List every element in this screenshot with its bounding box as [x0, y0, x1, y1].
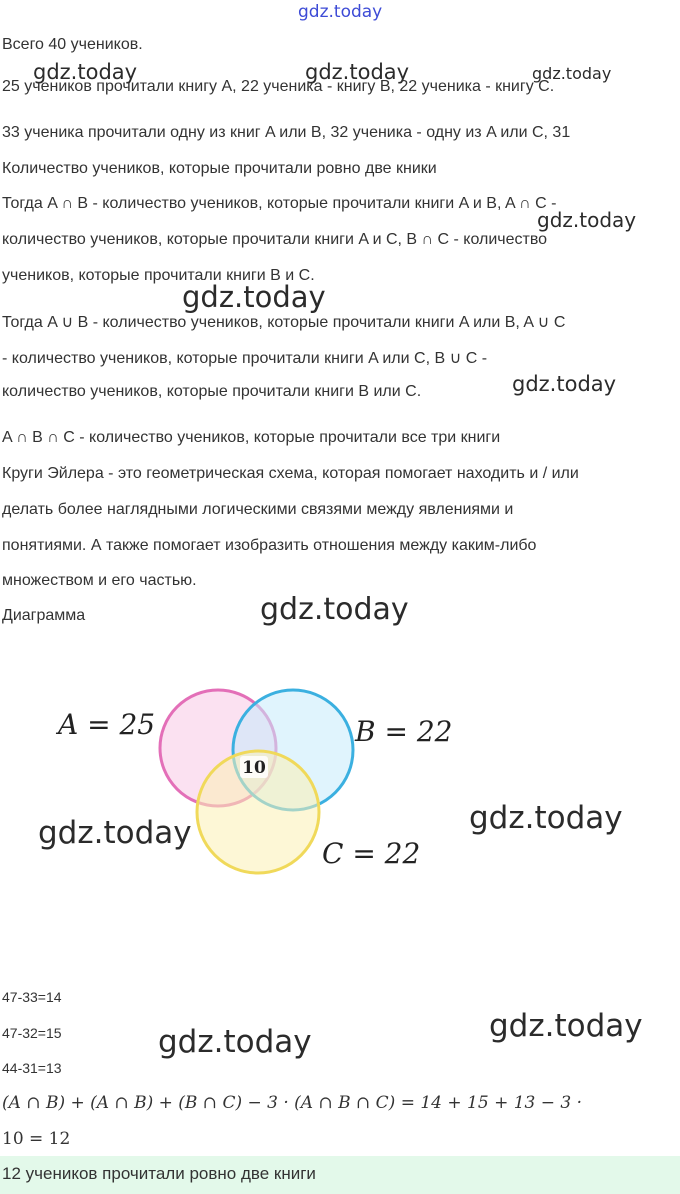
text-line: - количество учеников, которые прочитали книги A или C, B ∪ C - — [2, 350, 488, 367]
text-line: Тогда A ∩ B - количество учеников, которые прочитали книги A и B, A ∩ C - — [2, 195, 557, 212]
text-line: Количество учеников, которые прочитали ровно две кники — [2, 160, 437, 177]
watermark: gdz.today — [532, 64, 612, 83]
label-c: C = 22 — [322, 837, 421, 870]
watermark: gdz.today — [182, 280, 326, 314]
watermark: gdz.today — [260, 592, 409, 627]
text-line: Тогда A ∪ B - количество учеников, которые прочитали книги A или B, A ∪ C — [2, 314, 566, 331]
text-line: A ∩ B ∩ C - количество учеников, которые прочитали все три книги — [2, 429, 501, 446]
text-line: 33 ученика прочитали одну из книг A или B, 32 ученика - одну из A или C, 31 — [2, 124, 571, 141]
watermark: gdz.today — [33, 60, 138, 84]
text-line: понятиями. А также помогает изобразить отношения между каким-либо — [2, 537, 537, 554]
center-value: 10 — [242, 758, 266, 778]
watermark: gdz.today — [158, 1024, 312, 1060]
watermark: gdz.today — [305, 60, 410, 84]
calc-line: 47-33=14 — [2, 989, 62, 1005]
text-line: количество учеников, которые прочитали книги B или C. — [2, 383, 422, 400]
watermark: gdz.today — [298, 2, 383, 22]
text-line: множеством и его частью. — [2, 572, 197, 589]
text-line: количество учеников, которые прочитали книги A и C, B ∩ C - количество — [2, 231, 548, 248]
watermark: gdz.today — [38, 815, 192, 851]
text-line: 25 учеников прочитали книгу A, 22 ученика - книгу B, 22 ученика - книгу C. — [2, 78, 555, 95]
calc-line: 44-31=13 — [2, 1060, 62, 1076]
watermark: gdz.today — [469, 800, 623, 836]
label-b: B = 22 — [355, 715, 453, 748]
answer-text: 12 учеников прочитали ровно две книги — [2, 1164, 316, 1183]
text-line: Всего 40 учеников. — [2, 36, 143, 53]
formula-line: (A ∩ B) + (A ∩ B) + (B ∩ C) − 3 · (A ∩ B ∩ C) = 14 + 15 + 13 − 3 · — [2, 1093, 583, 1113]
venn-diagram — [40, 680, 500, 880]
label-a: A = 25 — [58, 708, 156, 741]
watermark: gdz.today — [489, 1008, 643, 1044]
formula-line: 10 = 12 — [2, 1129, 71, 1149]
text-line: делать более наглядными логическими связями между явлениями и — [2, 501, 514, 518]
text-line: учеников, которые прочитали книги B и C. — [2, 267, 315, 284]
text-line: Круги Эйлера - это геометрическая схема, которая помогает находить и / или — [2, 465, 579, 482]
watermark: gdz.today — [537, 208, 637, 232]
calc-line: 47-32=15 — [2, 1025, 62, 1041]
answer-box — [0, 1156, 680, 1194]
watermark: gdz.today — [512, 372, 617, 396]
section-heading: Диаграмма — [2, 607, 86, 624]
